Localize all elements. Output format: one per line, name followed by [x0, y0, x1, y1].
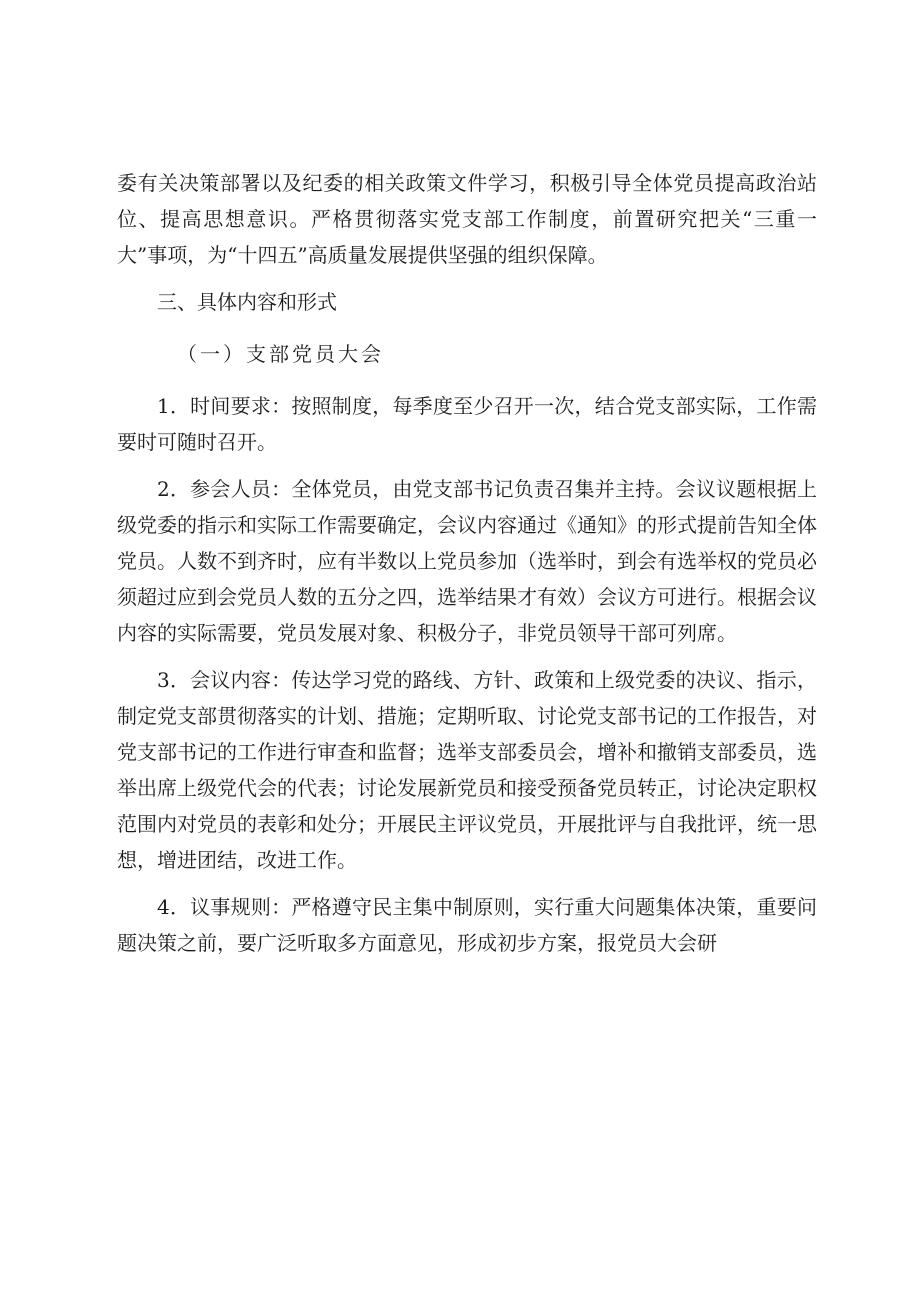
item-participants: 2．参会人员：全体党员，由党支部书记负责召集并主持。会议议题根据上级党委的指示和实际工作需要确定，会议内容通过《通知》的形式提前告知全体党员。人数不到齐时，应有半数以上党员参加（选举时，到会有选举权的党员必须超过应到会党员人数的五分之四，选举结果才有效）会议方可进行。根据会议内容的实际需要，党员发展对象、积极分子，非党员领导干部可列席。 — [117, 477, 817, 645]
document-body — [117, 165, 817, 972]
item-time-requirement: 1．时间要求：按照制度，每季度至少召开一次，结合党支部实际，工作需要时可随时召开。 — [117, 394, 817, 454]
section-heading: 三、具体内容和形式 — [157, 290, 337, 314]
subsection-heading: （一）支部党员大会 — [177, 342, 384, 366]
intro-paragraph: 委有关决策部署以及纪委的相关政策文件学习，积极引导全体党员提高政治站位、提高思想意识。严格贯彻落实党支部工作制度，前置研究把关“三重一大”事项，为“十四五”高质量发展提供坚强的组织保障。 — [117, 171, 817, 267]
item-rules: 4．议事规则：严格遵守民主集中制原则，实行重大问题集体决策，重要问题决策之前，要广泛听取多方面意见，形成初步方案，报党员大会研 — [117, 895, 817, 955]
item-meeting-content: 3．会议内容：传达学习党的路线、方针、政策和上级党委的决议、指示，制定党支部贯彻落实的计划、措施；定期听取、讨论党支部书记的工作报告，对党支部书记的工作进行审查和监督；选举支部委员会，增补和撤销支部委员，选举出席上级党代会的代表；讨论发展新党员和接受预备党员转正，讨论决定职权范围内对党员的表彰和处分；开展民主评议党员，开展批评与自我批评，统一思想，增进团结，改进工作。 — [117, 668, 817, 872]
